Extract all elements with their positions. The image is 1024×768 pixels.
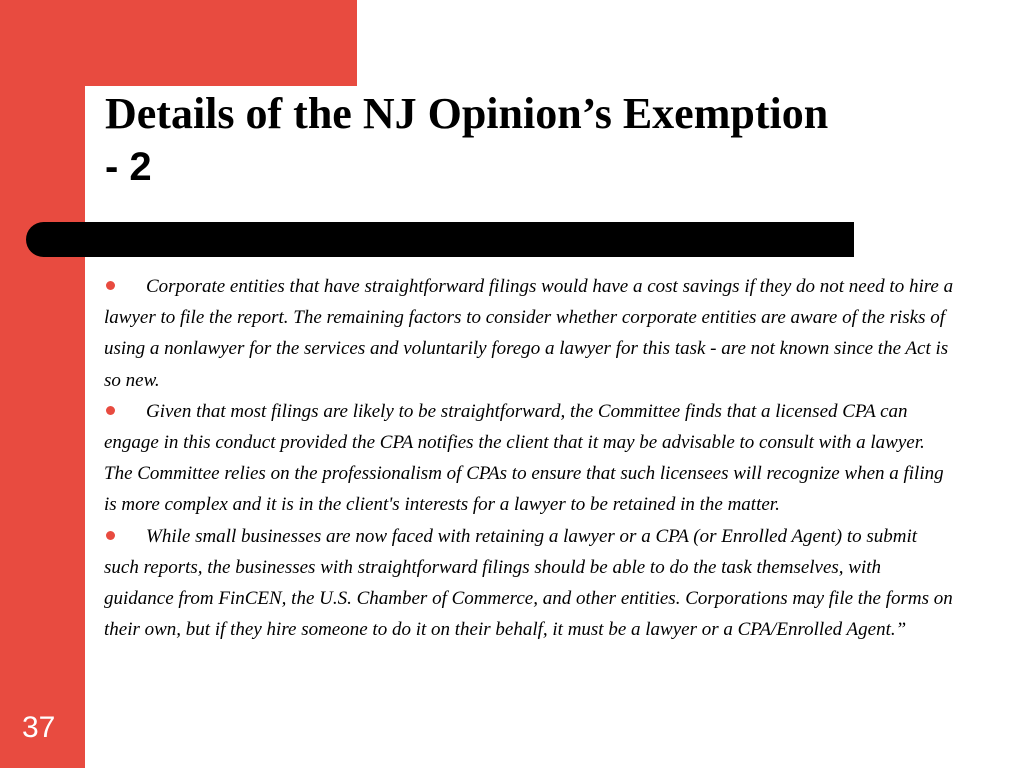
bullet-dot-icon bbox=[106, 531, 115, 540]
bullet-text: Corporate entities that have straightforward filings would have a cost savings if they do not need to hire a lawyer to file the report. The remaining factors to consider whether corporate entities are aware of the risks of using a nonlawyer for the services and voluntarily forego a lawyer for this task - are not known since the Act is so new. bbox=[104, 276, 954, 391]
bullet-dot-icon bbox=[106, 281, 115, 290]
page-number: 37 bbox=[22, 711, 56, 744]
bullet-item bbox=[104, 521, 954, 646]
bullet-item bbox=[104, 396, 954, 521]
slide-title-main: Details of the NJ Opinion’s Exemption bbox=[105, 89, 829, 138]
top-accent-block bbox=[0, 0, 357, 86]
bullet-item bbox=[104, 271, 954, 396]
bullet-text: Given that most filings are likely to be straightforward, the Committee finds that a licensed CPA can engage in this conduct provided the CPA notifies the client that it may be advisable to consult with a lawyer. The Committee relies on the professionalism of CPAs to ensure that such licensees will recognize when a filing is more complex and it is in the client's interests for a lawyer to be retained in the matter. bbox=[104, 400, 944, 516]
bullet-list bbox=[104, 271, 954, 645]
slide-title bbox=[105, 88, 1005, 193]
left-accent-bar bbox=[0, 0, 85, 768]
slide-title-suffix: - 2 bbox=[105, 145, 152, 189]
title-divider-bar bbox=[26, 222, 854, 257]
bullet-text: While small businesses are now faced with retaining a lawyer or a CPA (or Enrolled Agent) to submit such reports, the businesses with straightforward filings should be able to do the task themselves, with guidance from FinCEN, the U.S. Chamber of Commerce, and other entities. Corporations may file the forms on their own, but if they hire someone to do it on their behalf, it must be a lawyer or a CPA/Enrolled Agent.” bbox=[104, 525, 953, 641]
bullet-dot-icon bbox=[106, 406, 115, 415]
